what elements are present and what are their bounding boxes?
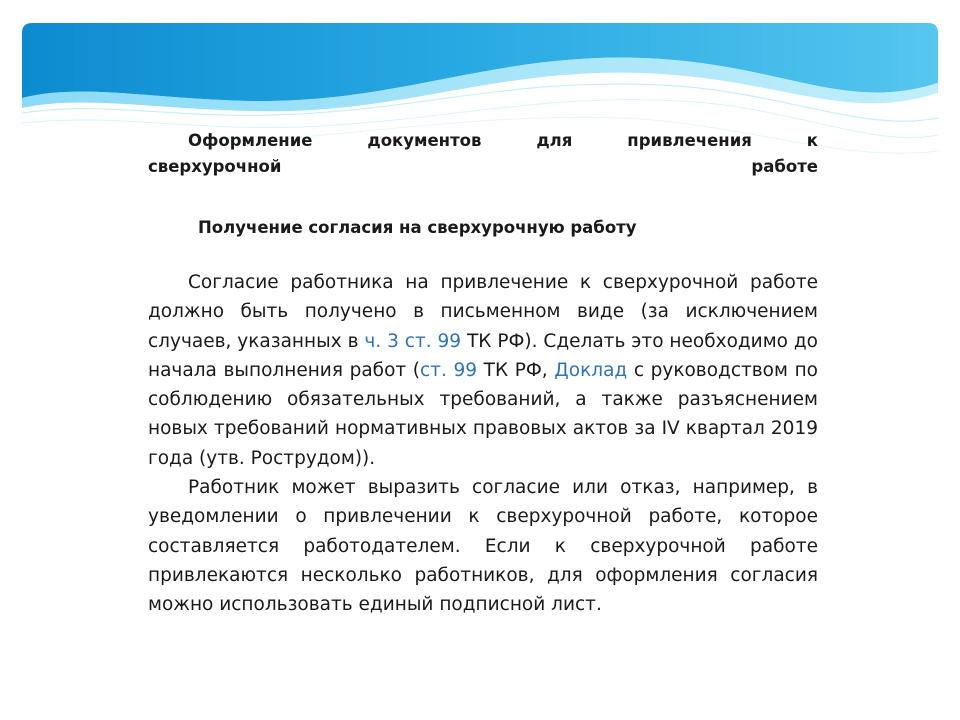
heading-line-1: Оформление документов для привлечения к (188, 131, 818, 150)
paragraph-text: ТК РФ). Сделать это необходимо до начала выполнения работ ( (148, 330, 818, 381)
paragraph-text: с руководством по соблюдению обязательных требований, а также разъяснением новых требований нормативных правовых актов за IV квартал 2019 года (утв. Рострудом)). (148, 359, 818, 469)
heading-line-2: сверхурочной работе (148, 157, 818, 176)
section-subheading: Получение согласия на сверхурочную работу (198, 218, 637, 237)
paragraph-text: Согласие работника на привлечение к сверхурочной работе должно быть получено в письменном виде (за исключением случаев, указанных в (148, 272, 818, 352)
paragraph-notice: Работник может выразить согласие или отказ, например, в уведомлении о привлечении к сверхурочной работе, которое составляется работодателем. Если к сверхурочной работе привлекаются несколько работников, для оформления согласия можно использовать единый подписной лист. (148, 477, 818, 616)
link-report[interactable]: Доклад (554, 359, 628, 381)
link-article-99-part-3[interactable]: ч. 3 ст. 99 (364, 330, 462, 352)
slide-heading (148, 128, 818, 180)
paragraph-consent (148, 268, 818, 473)
link-article-99[interactable]: ст. 99 (420, 359, 478, 381)
slide-content (148, 128, 818, 620)
paragraph-text: ТК РФ, (477, 359, 555, 381)
